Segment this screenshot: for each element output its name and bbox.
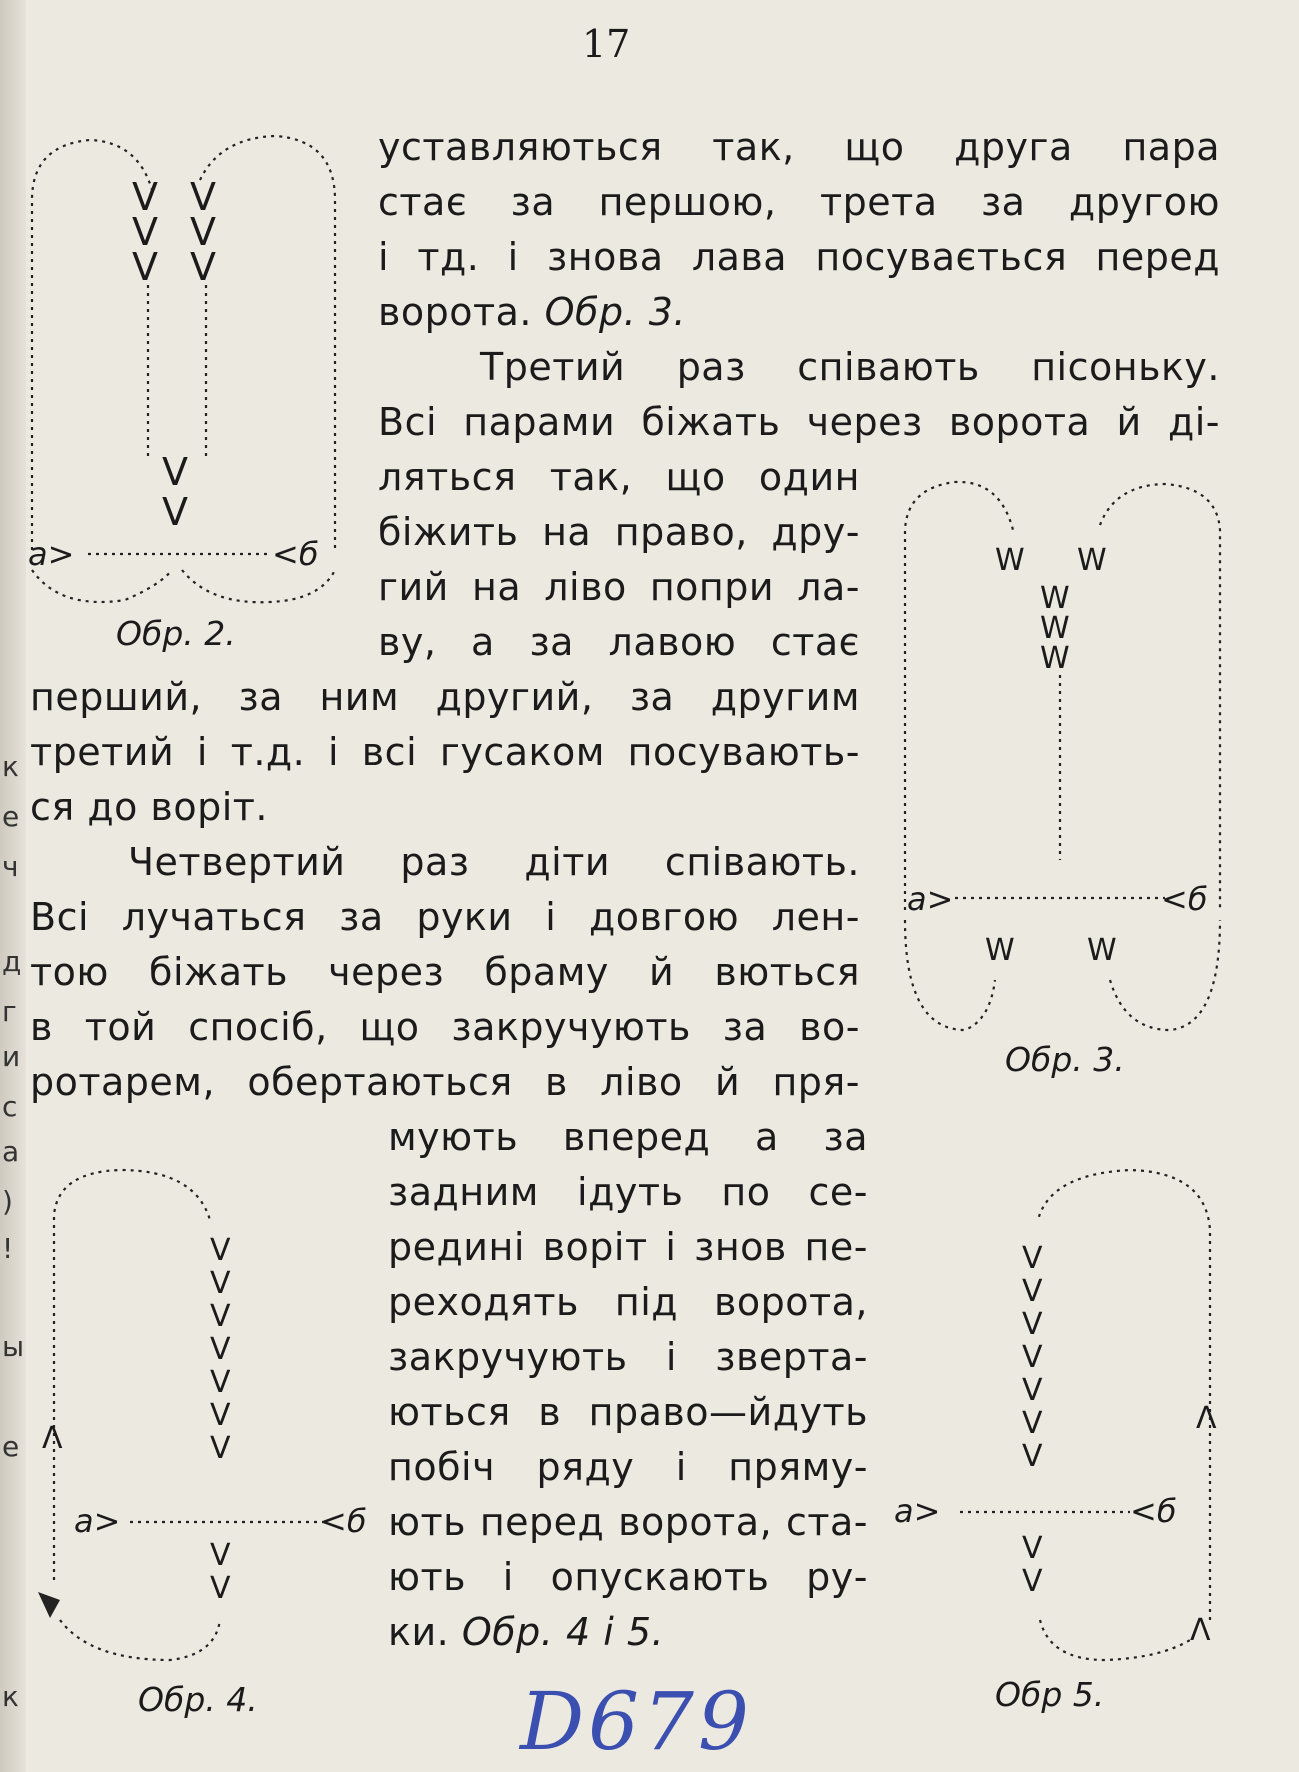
- fig5-right-line: [1038, 1170, 1210, 1620]
- fig3-mark: W: [1040, 581, 1070, 616]
- fig2-label-b: <б: [272, 535, 319, 573]
- text-line: реходять під ворота,: [388, 1280, 868, 1324]
- fig5-mark: V: [1022, 1307, 1043, 1342]
- fig4-mark: V: [210, 1398, 231, 1433]
- fig4-mark: V: [210, 1571, 231, 1606]
- fig2-mark: V: [132, 245, 158, 289]
- margin-char: к: [2, 750, 19, 783]
- margin-char: с: [2, 1090, 18, 1123]
- text-line: в той спосіб, що закручують за во-: [30, 1005, 860, 1049]
- margin-char: !: [2, 1232, 14, 1265]
- fig3-right-arc: [1100, 484, 1220, 910]
- fig3-bottom-left: [905, 920, 995, 1030]
- text-line: ляться так, що один: [378, 455, 860, 499]
- figure-2-caption: Обр. 2.: [116, 614, 236, 653]
- fig5-mark: V: [1022, 1406, 1043, 1441]
- text-line: редині воріт і знов пе-: [388, 1225, 868, 1269]
- fig5-arrow: Λ: [1196, 1401, 1217, 1436]
- text-line: побіч ряду і пряму-: [388, 1445, 868, 1489]
- margin-char: ы: [2, 1330, 25, 1363]
- fig5-mark: V: [1022, 1531, 1043, 1566]
- text-line: ву, а за лавою стає: [378, 620, 860, 664]
- fig5-mark: V: [1022, 1564, 1043, 1599]
- text-span: ворота.: [378, 290, 533, 334]
- fig3-mark: W: [985, 933, 1015, 968]
- margin-char: ч: [2, 850, 19, 883]
- fig4-mark: V: [210, 1332, 231, 1367]
- figure-2-diagram: [20, 130, 350, 630]
- figure-5-diagram: [890, 1160, 1230, 1680]
- text-line: задним ідуть по се-: [388, 1170, 868, 1214]
- fig4-arrowhead: [38, 1592, 60, 1618]
- fig4-arrow: Λ: [42, 1421, 63, 1456]
- fig4-bottom-loop: [60, 1620, 220, 1660]
- fig3-mark: W: [995, 543, 1025, 578]
- text-line: ся до воріт.: [30, 785, 268, 829]
- margin-char: е: [2, 1430, 20, 1463]
- fig2-mark: V: [132, 210, 158, 254]
- fig2-mark: V: [190, 175, 216, 219]
- fig5-mark: V: [1022, 1340, 1043, 1375]
- text-span: ки.: [388, 1610, 450, 1654]
- fig3-mark: W: [1087, 933, 1117, 968]
- fig5-end-arrow: Λ: [1190, 1613, 1211, 1648]
- fig4-mark: V: [210, 1538, 231, 1573]
- fig4-mark: V: [210, 1431, 231, 1466]
- fig5-label-a: а>: [894, 1492, 941, 1530]
- text-line: ють і опускають ру-: [388, 1555, 868, 1599]
- text-line: Всі парами біжать через ворота й ді-: [378, 400, 1220, 444]
- text-line: гий на ліво попри ла-: [378, 565, 860, 609]
- margin-char: и: [2, 1040, 21, 1073]
- fig5-bottom-loop: [1040, 1620, 1190, 1660]
- text-line: перший, за ним другий, за другим: [30, 675, 860, 719]
- fig3-bottom-right: [1110, 920, 1220, 1030]
- text-line: мують вперед а за: [388, 1115, 868, 1159]
- text-line: Всі лучаться за руки і довгою лен-: [30, 895, 860, 939]
- figure-4-diagram: [30, 1160, 380, 1680]
- fig5-mark: V: [1022, 1439, 1043, 1474]
- fig2-bottom-left: [32, 570, 172, 602]
- fig2-mark: V: [162, 450, 188, 494]
- text-line: Четвертий раз діти співають.: [128, 840, 860, 884]
- margin-char: а: [2, 1135, 20, 1168]
- fig4-mark: V: [210, 1365, 231, 1400]
- text-line: і тд. і знова лава посувається перед: [378, 235, 1220, 279]
- margin-char: д: [2, 945, 22, 978]
- fig2-mark: V: [132, 175, 158, 219]
- figure-3-diagram: [895, 470, 1230, 1040]
- fig2-bottom-right: [182, 570, 335, 602]
- figure-5-caption: Обр 5.: [995, 1675, 1105, 1714]
- fig3-mark: W: [1040, 641, 1070, 676]
- fig2-mark: V: [190, 245, 216, 289]
- handwritten-inventory-number: D679: [520, 1675, 753, 1768]
- fig2-mark: V: [162, 490, 188, 534]
- fig3-label-a: а>: [907, 880, 954, 918]
- figure-4-caption: Обр. 4.: [138, 1680, 258, 1719]
- fig4-label-b: <б: [320, 1502, 367, 1540]
- text-line: ротарем, обертаються в ліво й пря-: [30, 1060, 860, 1104]
- text-line: закручують і зверта-: [388, 1335, 868, 1379]
- text-line: ються в право—йдуть: [388, 1390, 868, 1434]
- fig4-mark: V: [210, 1266, 231, 1301]
- margin-char: г: [2, 995, 17, 1028]
- text-line: тою біжать через браму й вються: [30, 950, 860, 994]
- fig4-label-a: а>: [74, 1502, 121, 1540]
- margin-char: к: [2, 1680, 19, 1713]
- fig3-mark: W: [1040, 611, 1070, 646]
- margin-char: е: [2, 800, 20, 833]
- text-line: [378, 285, 686, 339]
- text-line: стає за першою, трета за другою: [378, 180, 1220, 224]
- text-line: уставляються так, що друга пара: [378, 125, 1220, 169]
- margin-char: ): [2, 1185, 13, 1218]
- fig2-label-a: а>: [28, 535, 75, 573]
- fig3-mark: W: [1077, 543, 1107, 578]
- fig4-mark: V: [210, 1299, 231, 1334]
- fig2-right-arc: [200, 136, 335, 550]
- fig5-label-b: <б: [1130, 1492, 1177, 1530]
- fig3-label-b: <б: [1161, 880, 1208, 918]
- page-number: 17: [582, 22, 631, 66]
- figure-reference: Обр. 4 і 5.: [461, 1610, 665, 1654]
- text-line: третий і т.д. і всі гусаком посувають-: [30, 730, 860, 774]
- text-line: ють перед ворота, ста-: [388, 1500, 868, 1544]
- fig4-mark: V: [210, 1233, 231, 1268]
- text-line: [388, 1605, 664, 1659]
- fig5-mark: V: [1022, 1274, 1043, 1309]
- text-line: біжить на право, дру-: [378, 510, 860, 554]
- fig2-mark: V: [190, 210, 216, 254]
- fig5-mark: V: [1022, 1241, 1043, 1276]
- figure-3-caption: Обр. 3.: [1005, 1040, 1125, 1079]
- fig5-mark: V: [1022, 1373, 1043, 1408]
- figure-reference: Обр. 3.: [544, 290, 686, 334]
- text-line: Третий раз співають пісоньку.: [480, 345, 1220, 389]
